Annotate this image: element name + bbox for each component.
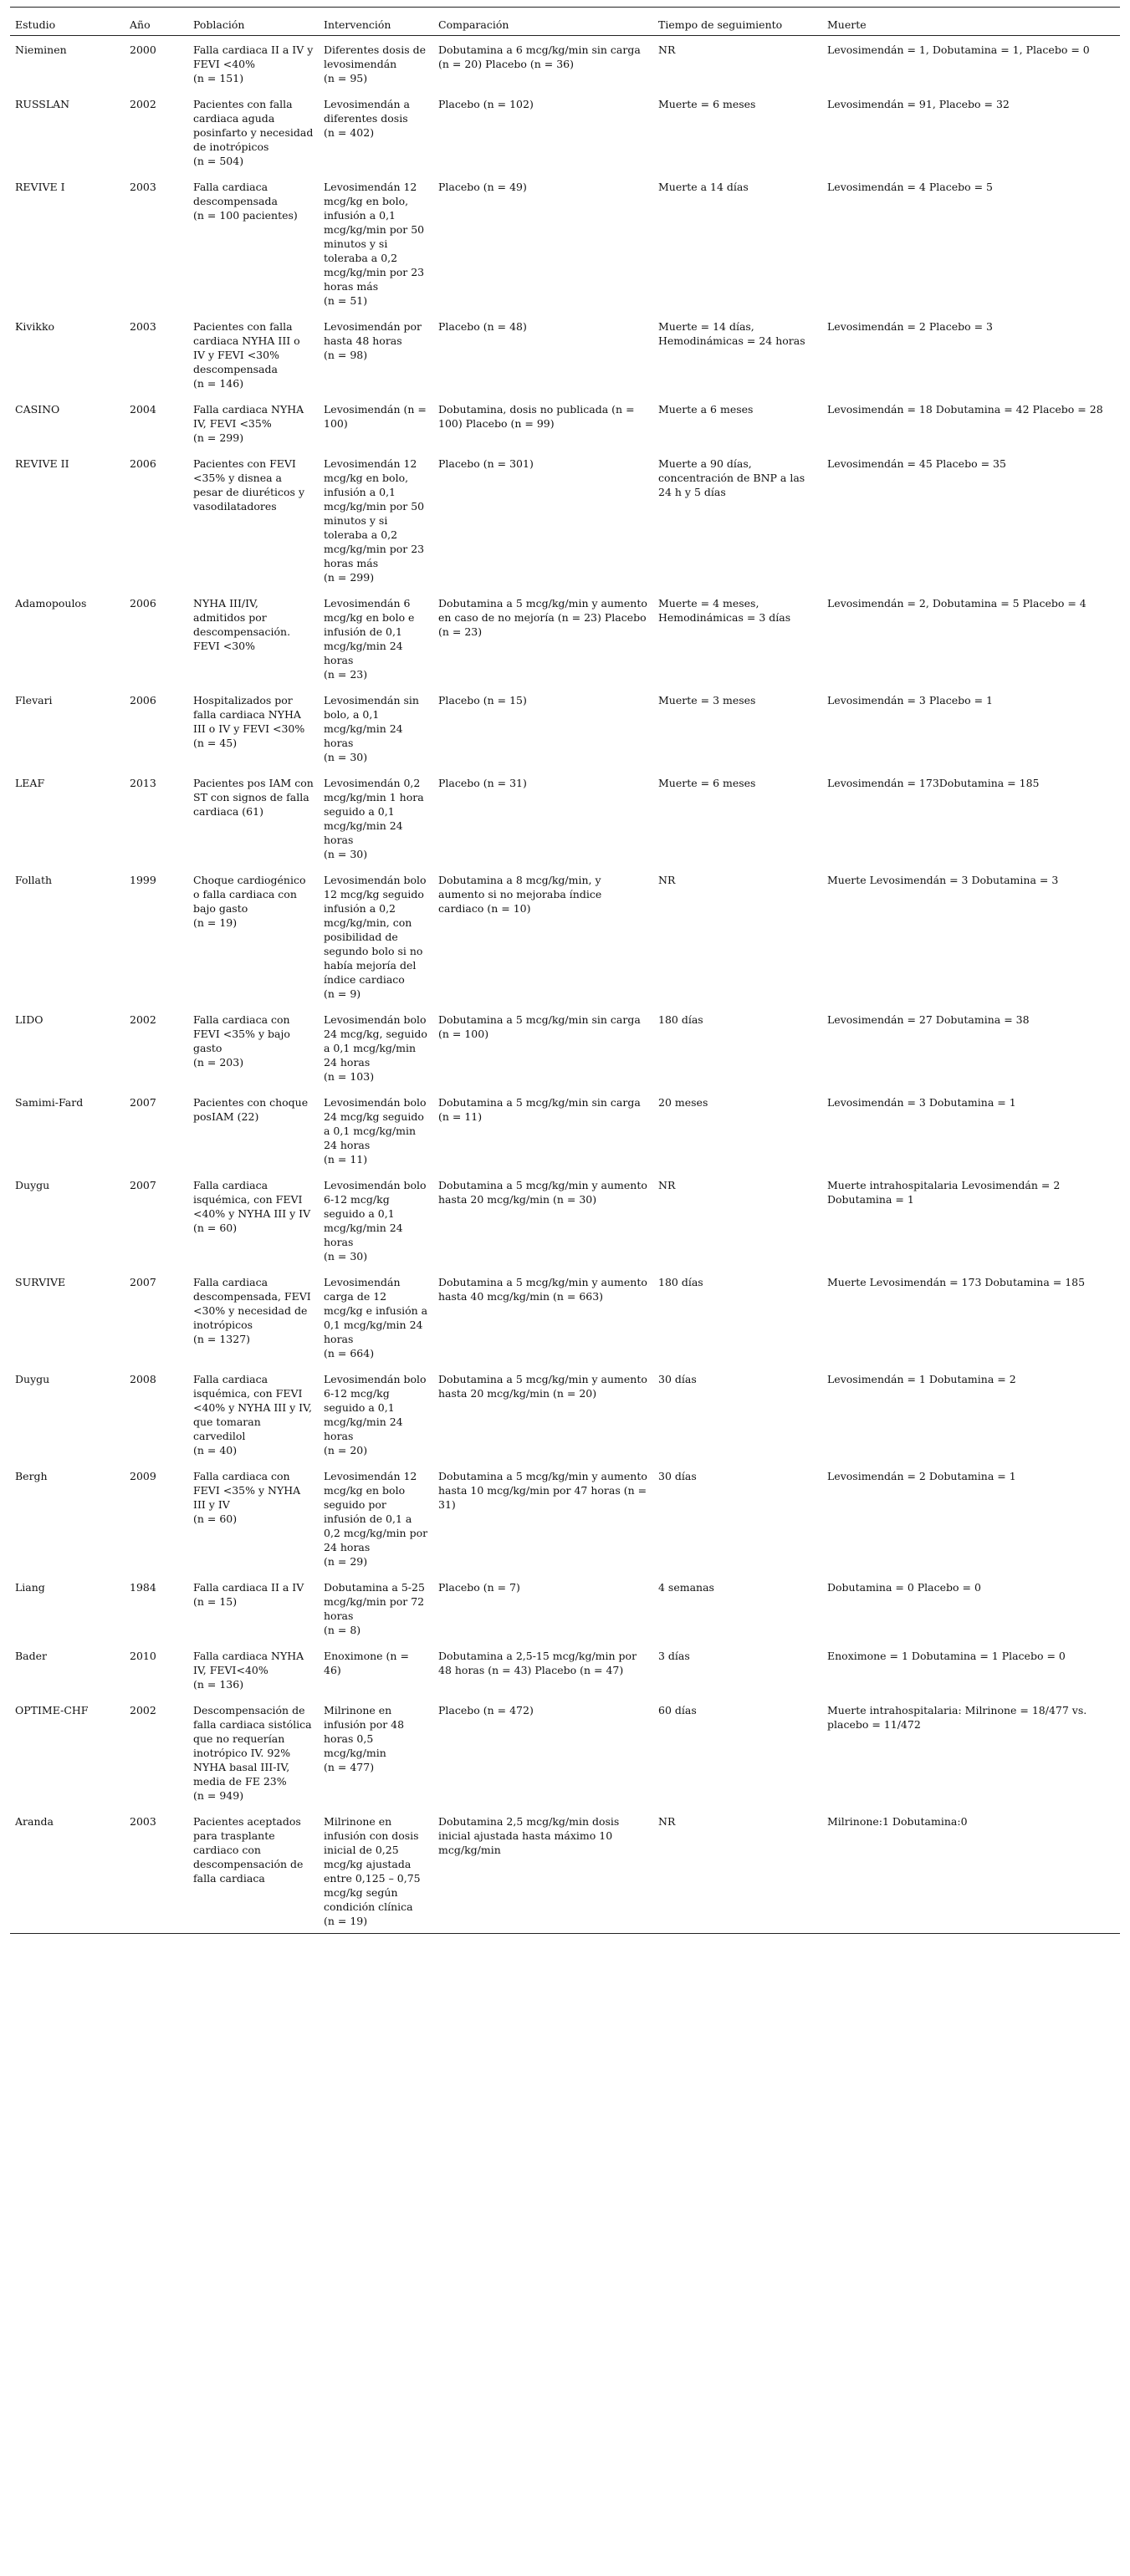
- cell-poblacion: Pacientes con falla cardiaca NYHA III o IV y FEVI <30% descompensada (n = 146): [193, 320, 300, 390]
- cell-comparacion: Dobutamina a 8 mcg/kg/min, y aumento si no mejoraba índice cardiaco (n = 10): [438, 874, 602, 915]
- cell-estudio: Follath: [15, 874, 53, 886]
- cell-estudio: Bergh: [15, 1470, 48, 1482]
- table-row: [10, 1089, 1120, 1171]
- cell-anio: 2006: [130, 694, 156, 706]
- cell-estudio: LIDO: [15, 1013, 43, 1026]
- cell-muerte: Dobutamina = 0 Placebo = 0: [827, 1581, 981, 1594]
- cell-intervencion: Levosimendán sin bolo, a 0,1 mcg/kg/min 24 horas (n = 30): [324, 694, 419, 763]
- cell-comparacion: Dobutamina a 2,5-15 mcg/kg/min por 48 horas (n = 43) Placebo (n = 47): [438, 1650, 637, 1676]
- cell-poblacion: Pacientes aceptados para trasplante cardiaco con descompensación de falla cardiaca: [193, 1815, 304, 1885]
- cell-muerte: Muerte Levosimendán = 3 Dobutamina = 3: [827, 874, 1059, 886]
- cell-poblacion: Falla cardiaca descompensada (n = 100 pacientes): [193, 181, 298, 222]
- cell-estudio: Liang: [15, 1581, 45, 1594]
- table-row: [10, 1171, 1120, 1268]
- cell-estudio: Flevari: [15, 694, 53, 706]
- cell-intervencion: Levosimendán (n = 100): [324, 403, 427, 430]
- table-row: [10, 769, 1120, 866]
- table-header: [10, 8, 1120, 36]
- table-row: [10, 313, 1120, 395]
- cell-comparacion: Dobutamina a 6 mcg/kg/min sin carga (n = 20) Placebo (n = 36): [438, 43, 641, 70]
- cell-seguimiento: 60 días: [658, 1704, 697, 1716]
- cell-intervencion: Levosimendán bolo 24 mcg/kg, seguido a 0,1 mcg/kg/min 24 horas (n = 103): [324, 1013, 427, 1083]
- cell-muerte: Levosimendán = 173Dobutamina = 185: [827, 777, 1040, 789]
- header-anio: Año: [130, 18, 151, 31]
- cell-anio: 1984: [130, 1581, 156, 1594]
- cell-poblacion: Falla cardiaca NYHA IV, FEVI<40% (n = 136): [193, 1650, 304, 1691]
- header-estudio: Estudio: [15, 18, 56, 31]
- cell-anio: 2006: [130, 597, 156, 610]
- cell-anio: 2013: [130, 777, 156, 789]
- cell-estudio: SURVIVE: [15, 1276, 66, 1288]
- cell-comparacion: Dobutamina a 5 mcg/kg/min y aumento hasta 10 mcg/kg/min por 47 horas (n = 31): [438, 1470, 647, 1511]
- cell-muerte: Levosimendán = 3 Dobutamina = 1: [827, 1096, 1016, 1109]
- header-comparacion: Comparación: [438, 18, 509, 31]
- cell-seguimiento: Muerte = 3 meses: [658, 694, 756, 706]
- table-body: [10, 36, 1120, 1934]
- cell-anio: 1999: [130, 874, 156, 886]
- cell-poblacion: Pacientes pos IAM con ST con signos de falla cardiaca (61): [193, 777, 314, 818]
- cell-intervencion: Levosimendán 12 mcg/kg en bolo seguido por infusión de 0,1 a 0,2 mcg/kg/min por 24 horas (n = 29): [324, 1470, 428, 1568]
- table-row: [10, 450, 1120, 589]
- cell-anio: 2007: [130, 1096, 156, 1109]
- cell-intervencion: Levosimendán bolo 12 mcg/kg seguido infusión a 0,2 mcg/kg/min, con posibilidad de segundo bolo si no había mejoría del índice cardiaco (n = 9): [324, 874, 427, 1000]
- cell-comparacion: Placebo (n = 301): [438, 457, 534, 470]
- cell-estudio: Bader: [15, 1650, 48, 1662]
- cell-anio: 2006: [130, 457, 156, 470]
- cell-seguimiento: Muerte = 6 meses: [658, 98, 756, 110]
- cell-anio: 2004: [130, 403, 156, 416]
- cell-comparacion: Placebo (n = 102): [438, 98, 534, 110]
- cell-muerte: Levosimendán = 4 Placebo = 5: [827, 181, 994, 193]
- cell-comparacion: Dobutamina, dosis no publicada (n = 100) Placebo (n = 99): [438, 403, 635, 430]
- cell-comparacion: Placebo (n = 15): [438, 694, 527, 706]
- table-row: [10, 1696, 1120, 1808]
- cell-seguimiento: Muerte = 14 días, Hemodinámicas = 24 horas: [658, 320, 805, 347]
- cell-intervencion: Levosimendán 6 mcg/kg en bolo e infusión de 0,1 mcg/kg/min 24 horas (n = 23): [324, 597, 415, 681]
- cell-intervencion: Milrinone en infusión por 48 horas 0,5 mcg/kg/min (n = 477): [324, 1704, 405, 1773]
- cell-poblacion: Falla cardiaca isquémica, con FEVI <40% y NYHA III y IV, que tomaran carvedilol (n = 40): [193, 1373, 312, 1456]
- cell-anio: 2010: [130, 1650, 156, 1662]
- cell-muerte: Muerte intrahospitalaria: Milrinone = 18/477 vs. placebo = 11/472: [827, 1704, 1087, 1731]
- cell-seguimiento: 3 días: [658, 1650, 690, 1662]
- header-muerte: Muerte: [827, 18, 867, 31]
- cell-muerte: Levosimendán = 18 Dobutamina = 42 Placebo = 28: [827, 403, 1103, 416]
- cell-anio: 2008: [130, 1373, 156, 1385]
- cell-intervencion: Dobutamina a 5-25 mcg/kg/min por 72 horas (n = 8): [324, 1581, 425, 1636]
- cell-muerte: Levosimendán = 45 Placebo = 35: [827, 457, 1006, 470]
- table-row: [10, 866, 1120, 1006]
- cell-comparacion: Dobutamina a 5 mcg/kg/min sin carga (n = 100): [438, 1013, 641, 1040]
- header-row: [10, 8, 1120, 36]
- cell-comparacion: Placebo (n = 472): [438, 1704, 534, 1716]
- cell-comparacion: Dobutamina a 5 mcg/kg/min y aumento hasta 40 mcg/kg/min (n = 663): [438, 1276, 647, 1303]
- header-poblacion: Población: [193, 18, 245, 31]
- cell-estudio: REVIVE II: [15, 457, 69, 470]
- table-row: [10, 173, 1120, 313]
- cell-poblacion: NYHA III/IV, admitidos por descompensación. FEVI <30%: [193, 597, 291, 652]
- cell-estudio: Duygu: [15, 1179, 50, 1191]
- cell-anio: 2002: [130, 1013, 156, 1026]
- cell-anio: 2003: [130, 181, 156, 193]
- cell-comparacion: Placebo (n = 31): [438, 777, 527, 789]
- cell-seguimiento: 30 días: [658, 1470, 697, 1482]
- cell-seguimiento: 30 días: [658, 1373, 697, 1385]
- cell-comparacion: Placebo (n = 7): [438, 1581, 520, 1594]
- cell-comparacion: Placebo (n = 48): [438, 320, 527, 333]
- cell-seguimiento: Muerte = 6 meses: [658, 777, 756, 789]
- header-intervencion: Intervención: [324, 18, 391, 31]
- cell-estudio: LEAF: [15, 777, 45, 789]
- cell-anio: 2007: [130, 1276, 156, 1288]
- cell-seguimiento: 180 días: [658, 1276, 703, 1288]
- cell-seguimiento: NR: [658, 1179, 676, 1191]
- cell-comparacion: Placebo (n = 49): [438, 181, 527, 193]
- cell-poblacion: Falla cardiaca NYHA IV, FEVI <35% (n = 299): [193, 403, 304, 444]
- cell-seguimiento: 20 meses: [658, 1096, 708, 1109]
- cell-intervencion: Levosimendán bolo 6-12 mcg/kg seguido a 0,1 mcg/kg/min 24 horas (n = 30): [324, 1179, 427, 1262]
- cell-estudio: Aranda: [15, 1815, 54, 1828]
- table-row: [10, 1006, 1120, 1089]
- cell-intervencion: Levosimendán 12 mcg/kg en bolo, infusión a 0,1 mcg/kg/min por 50 minutos y si toleraba a 0,2 mcg/kg/min por 23 horas más (n = 299): [324, 457, 425, 584]
- cell-intervencion: Levosimendán bolo 24 mcg/kg seguido a 0,1 mcg/kg/min 24 horas (n = 11): [324, 1096, 427, 1166]
- table-row: [10, 1365, 1120, 1462]
- cell-muerte: Levosimendán = 27 Dobutamina = 38: [827, 1013, 1030, 1026]
- cell-intervencion: Levosimendán por hasta 48 horas (n = 98): [324, 320, 422, 361]
- cell-intervencion: Levosimendán 12 mcg/kg en bolo, infusión a 0,1 mcg/kg/min por 50 minutos y si toleraba a 0,2 mcg/kg/min por 23 horas más (n = 51): [324, 181, 425, 307]
- cell-poblacion: Pacientes con falla cardiaca aguda posinfarto y necesidad de inotrópicos (n = 504): [193, 98, 314, 167]
- table-row: [10, 1808, 1120, 1934]
- cell-intervencion: Levosimendán carga de 12 mcg/kg e infusión a 0,1 mcg/kg/min 24 horas (n = 664): [324, 1276, 428, 1359]
- table-row: [10, 90, 1120, 173]
- cell-muerte: Levosimendán = 1 Dobutamina = 2: [827, 1373, 1016, 1385]
- cell-intervencion: Levosimendán a diferentes dosis (n = 402): [324, 98, 410, 139]
- cell-poblacion: Pacientes con choque posIAM (22): [193, 1096, 309, 1123]
- cell-poblacion: Falla cardiaca isquémica, con FEVI <40% y NYHA III y IV (n = 60): [193, 1179, 311, 1234]
- cell-anio: 2000: [130, 43, 156, 56]
- cell-intervencion: Diferentes dosis de levosimendán (n = 95): [324, 43, 427, 84]
- cell-estudio: CASINO: [15, 403, 60, 416]
- cell-poblacion: Falla cardiaca descompensada, FEVI <30% y necesidad de inotrópicos (n = 1327): [193, 1276, 311, 1345]
- cell-comparacion: Dobutamina a 5 mcg/kg/min y aumento en caso de no mejoría (n = 23) Placebo (n = 23): [438, 597, 647, 638]
- table-row: [10, 1268, 1120, 1365]
- cell-comparacion: Dobutamina 2,5 mcg/kg/min dosis inicial ajustada hasta máximo 10 mcg/kg/min: [438, 1815, 620, 1856]
- cell-seguimiento: Muerte a 90 días, concentración de BNP a las 24 h y 5 días: [658, 457, 805, 498]
- table-row: [10, 395, 1120, 450]
- cell-estudio: Samimi-Fard: [15, 1096, 84, 1109]
- cell-estudio: REVIVE I: [15, 181, 65, 193]
- cell-seguimiento: NR: [658, 874, 676, 886]
- cell-seguimiento: 4 semanas: [658, 1581, 714, 1594]
- cell-anio: 2007: [130, 1179, 156, 1191]
- cell-anio: 2002: [130, 98, 156, 110]
- cell-seguimiento: Muerte = 4 meses, Hemodinámicas = 3 días: [658, 597, 791, 624]
- cell-estudio: Adamopoulos: [15, 597, 87, 610]
- cell-poblacion: Choque cardiogénico o falla cardiaca con bajo gasto (n = 19): [193, 874, 306, 929]
- cell-poblacion: Descompensación de falla cardiaca sistólica que no requerían inotrópico IV. 92% NYHA basal III-IV, media de FE 23% (n = 949): [193, 1704, 312, 1802]
- table-row: [10, 1642, 1120, 1696]
- table-row: [10, 1462, 1120, 1574]
- cell-seguimiento: Muerte a 6 meses: [658, 403, 754, 416]
- cell-intervencion: Milrinone en infusión con dosis inicial de 0,25 mcg/kg ajustada entre 0,125 – 0,75 mcg/kg según condición clínica (n = 19): [324, 1815, 421, 1927]
- cell-intervencion: Levosimendán bolo 6-12 mcg/kg seguido a 0,1 mcg/kg/min 24 horas (n = 20): [324, 1373, 427, 1456]
- table-row: [10, 36, 1120, 91]
- table-row: [10, 686, 1120, 769]
- cell-poblacion: Falla cardiaca con FEVI <35% y bajo gasto (n = 203): [193, 1013, 290, 1069]
- cell-muerte: Levosimendán = 2, Dobutamina = 5 Placebo = 4: [827, 597, 1087, 610]
- cell-comparacion: Dobutamina a 5 mcg/kg/min sin carga (n = 11): [438, 1096, 641, 1123]
- cell-seguimiento: Muerte a 14 días: [658, 181, 749, 193]
- cell-intervencion: Levosimendán 0,2 mcg/kg/min 1 hora seguido a 0,1 mcg/kg/min 24 horas (n = 30): [324, 777, 424, 860]
- cell-seguimiento: NR: [658, 43, 676, 56]
- cell-anio: 2009: [130, 1470, 156, 1482]
- cell-muerte: Muerte Levosimendán = 173 Dobutamina = 185: [827, 1276, 1086, 1288]
- table-row: [10, 1574, 1120, 1642]
- cell-estudio: Duygu: [15, 1373, 50, 1385]
- cell-estudio: OPTIME-CHF: [15, 1704, 89, 1716]
- cell-poblacion: Falla cardiaca II a IV y FEVI <40% (n = 151): [193, 43, 314, 84]
- cell-seguimiento: 180 días: [658, 1013, 703, 1026]
- cell-comparacion: Dobutamina a 5 mcg/kg/min y aumento hasta 20 mcg/kg/min (n = 30): [438, 1179, 647, 1206]
- cell-intervencion: Enoximone (n = 46): [324, 1650, 409, 1676]
- cell-anio: 2002: [130, 1704, 156, 1716]
- cell-estudio: RUSSLAN: [15, 98, 70, 110]
- cell-muerte: Levosimendán = 91, Placebo = 32: [827, 98, 1010, 110]
- cell-estudio: Nieminen: [15, 43, 67, 56]
- table-row: [10, 589, 1120, 686]
- cell-seguimiento: NR: [658, 1815, 676, 1828]
- cell-comparacion: Dobutamina a 5 mcg/kg/min y aumento hasta 20 mcg/kg/min (n = 20): [438, 1373, 647, 1400]
- cell-muerte: Levosimendán = 2 Placebo = 3: [827, 320, 994, 333]
- studies-table: [10, 7, 1120, 1934]
- cell-anio: 2003: [130, 1815, 156, 1828]
- cell-poblacion: Falla cardiaca II a IV (n = 15): [193, 1581, 304, 1608]
- cell-muerte: Levosimendán = 3 Placebo = 1: [827, 694, 994, 706]
- cell-poblacion: Falla cardiaca con FEVI <35% y NYHA III y IV (n = 60): [193, 1470, 301, 1525]
- cell-muerte: Milrinone:1 Dobutamina:0: [827, 1815, 968, 1828]
- cell-estudio: Kivikko: [15, 320, 55, 333]
- cell-anio: 2003: [130, 320, 156, 333]
- cell-poblacion: Pacientes con FEVI <35% y disnea a pesar de diuréticos y vasodilatadores: [193, 457, 305, 513]
- header-seguimiento: Tiempo de seguimiento: [658, 18, 783, 31]
- cell-muerte: Levosimendán = 1, Dobutamina = 1, Placebo = 0: [827, 43, 1090, 56]
- cell-muerte: Muerte intrahospitalaria Levosimendán = 2 Dobutamina = 1: [827, 1179, 1061, 1206]
- cell-poblacion: Hospitalizados por falla cardiaca NYHA III o IV y FEVI <30% (n = 45): [193, 694, 305, 749]
- cell-muerte: Levosimendán = 2 Dobutamina = 1: [827, 1470, 1016, 1482]
- cell-muerte: Enoximone = 1 Dobutamina = 1 Placebo = 0: [827, 1650, 1066, 1662]
